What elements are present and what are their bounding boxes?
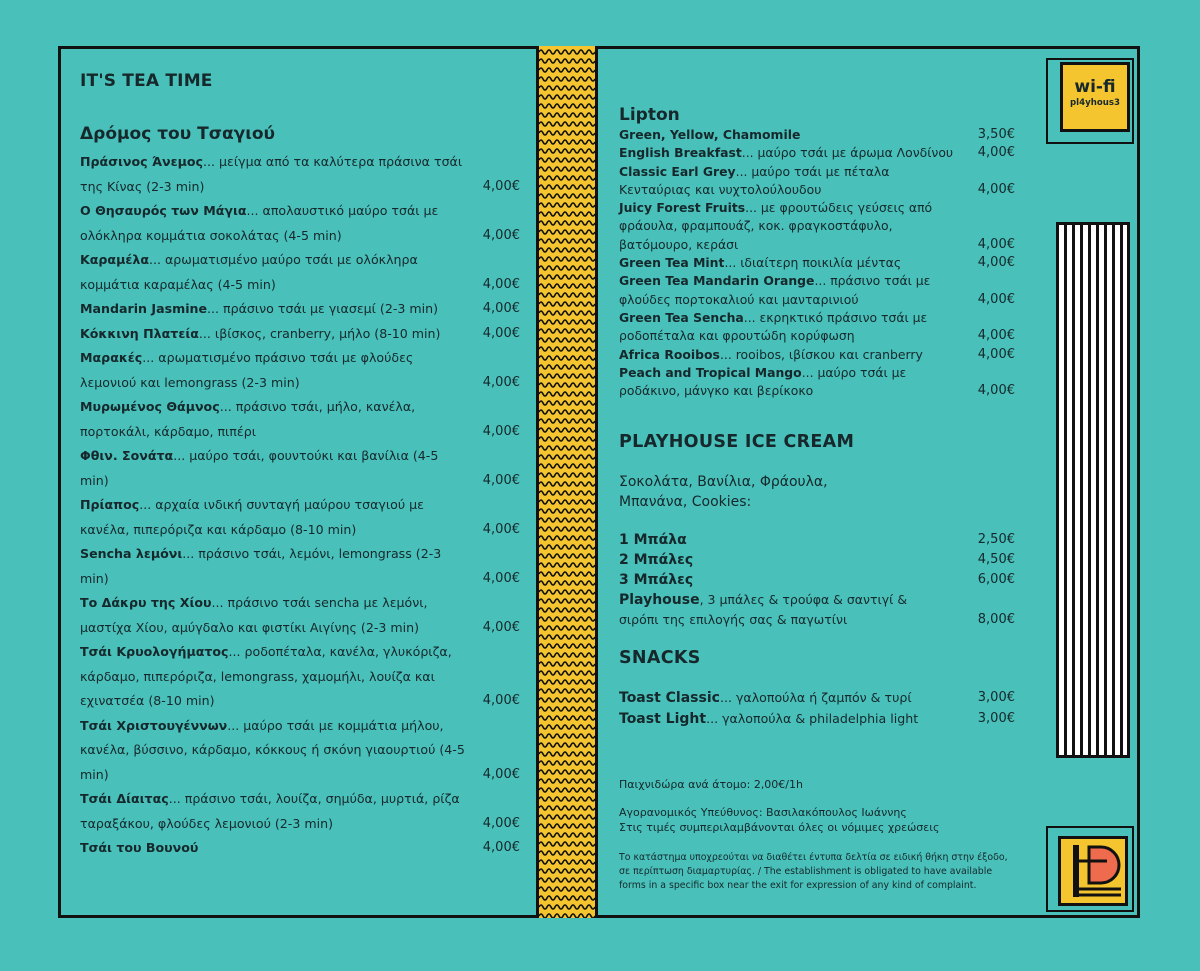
wave-line (539, 437, 595, 441)
tea-item-text (80, 395, 465, 444)
wave-line (539, 248, 595, 252)
wave-line (539, 203, 595, 207)
wave-line (539, 140, 595, 144)
snack-item (619, 709, 1019, 730)
tea-item-desc: ... πράσινο τσάι sencha με λεμόνι, μαστίχα Χίου, αμύγδαλο και φιστίκι Αιγίνης (2-3 min) (80, 595, 428, 635)
wave-line (539, 815, 595, 819)
section-title-tea-time: IT'S TEA TIME (80, 71, 213, 91)
wave-line (539, 779, 595, 783)
tea-item (80, 640, 520, 714)
wave-line (539, 869, 595, 873)
tea-item-name: Μαρακές (80, 350, 143, 365)
wave-line (539, 887, 595, 891)
wave-line (539, 491, 595, 495)
lipton-item-text (619, 346, 959, 364)
lipton-item (619, 144, 1019, 162)
ice-cream-item-desc: , 3 μπάλες & τρούφα & σαντιγί & σιρόπι της επιλογής σας & παγωτίνι (619, 592, 908, 628)
wave-line (539, 671, 595, 675)
tea-item-price: 4,00€ (482, 374, 520, 390)
wave-line (539, 455, 595, 459)
wifi-password: pl4yhous3 (1070, 98, 1120, 108)
lipton-item (619, 126, 1019, 144)
wave-line (539, 644, 595, 648)
complaint-note: Το κατάστημα υποχρεούται να διαθέτει έντυπα δελτία σε ειδική θήκη στην έξοδο, σε περίπτωση διαμαρτυρίας. / The establishment is obligated to have available forms in a specific box near the exit for expression of any kind of complaint. (619, 852, 1008, 891)
wave-line (539, 608, 595, 612)
tea-item-desc: ... ροδοπέταλα, κανέλα, γλυκόριζα, κάρδαμο, πιπερόριζα, lemongrass, χαμομήλι, λουίζα και εχινατσέα (8-10 min) (80, 644, 452, 708)
wave-line (539, 752, 595, 756)
tea-item-text (80, 591, 465, 640)
ice-cream-item-price: 4,50€ (977, 552, 1015, 568)
ice-cream-item-name: 2 Μπάλες (619, 552, 694, 569)
tea-item-desc: ... πράσινο τσάι, λουίζα, σημύδα, μυρτιά, ρίζα ταραξάκου, φλούδες λεμονιού (2-3 min) (80, 791, 460, 831)
lipton-item-desc: ... πράσινο τσάι με φλούδες πορτοκαλιού και μανταρινιού (619, 273, 931, 307)
lipton-item-name: Green Tea Mint (619, 255, 725, 271)
wave-line (539, 833, 595, 837)
lipton-item-text (619, 126, 959, 144)
wave-line (539, 113, 595, 117)
wave-line (539, 176, 595, 180)
wave-line (539, 230, 595, 234)
wave-line (539, 599, 595, 603)
lipton-item-name: Africa Rooibos (619, 346, 720, 362)
tea-item-text (80, 297, 465, 322)
tea-item-text (80, 714, 465, 788)
ice-cream-item-price: 6,00€ (977, 572, 1015, 588)
tea-time-section (80, 68, 520, 855)
tea-item-price: 4,00€ (482, 472, 520, 488)
wave-line (539, 878, 595, 882)
ice-cream-item (619, 550, 1019, 570)
wave-line (539, 842, 595, 846)
snack-item-name: Toast Classic (619, 690, 720, 707)
ice-cream-item-name: Playhouse (619, 592, 700, 609)
wave-line (539, 95, 595, 99)
wave-line (539, 797, 595, 801)
wave-line (539, 680, 595, 684)
wave-line (539, 86, 595, 90)
wave-line (539, 734, 595, 738)
taxes-note: Στις τιμές συμπεριλαμβάνονται όλες οι νόμιμες χρεώσεις (619, 821, 940, 835)
tea-item-price: 4,00€ (482, 325, 520, 341)
wave-line (539, 329, 595, 333)
tea-item-name: Mandarin Jasmine (80, 301, 208, 316)
ice-cream-item (619, 570, 1019, 590)
tea-item-name: Φθιν. Σονάτα (80, 448, 174, 463)
tea-item-desc: ... μείγμα από τα καλύτερα πράσινα τσάι της Κίνας (2-3 min) (80, 154, 463, 194)
snacks-title: SNACKS (619, 648, 701, 669)
wave-line (539, 545, 595, 549)
wave-line (539, 554, 595, 558)
tea-item (80, 444, 520, 493)
wave-line (539, 617, 595, 621)
tea-item-desc: ... μαύρο τσάι, φουντούκι και βανίλια (4-5 min) (80, 448, 439, 488)
tea-item-text (80, 787, 465, 836)
tea-item-name: Πρίαπος (80, 497, 140, 512)
wave-line (539, 122, 595, 126)
right-column (619, 104, 1019, 892)
wave-line (539, 770, 595, 774)
wave-line (539, 914, 595, 918)
tea-item-desc: ... απολαυστικό μαύρο τσάι με ολόκληρα κομμάτια σοκολάτας (4-5 min) (80, 203, 439, 243)
wave-line (539, 266, 595, 270)
lipton-item-price: 4,00€ (977, 145, 1015, 161)
lipton-item (619, 254, 1019, 272)
lipton-item-desc: ... εκρηκτικό πράσινο τσάι με ροδοπέταλα και φρουτώδη κορύφωση (619, 309, 928, 344)
wave-line (539, 383, 595, 387)
tea-item-price: 4,00€ (482, 619, 520, 635)
snack-item-desc: ... γαλοπούλα & philadelphia light (706, 710, 919, 726)
tea-item-desc: ... πράσινο τσάι με γιασεμί (2-3 min) (207, 301, 439, 316)
tea-item-desc: ... πράσινο τσάι, λεμόνι, lemongrass (2-3 min) (80, 546, 442, 586)
tea-item-name: Καραμέλα (80, 252, 149, 267)
wave-line (539, 221, 595, 225)
lipton-item-price: 4,00€ (977, 236, 1015, 252)
tea-item-text (80, 640, 465, 714)
wave-line (539, 464, 595, 468)
wave-line (539, 581, 595, 585)
wave-line (539, 635, 595, 639)
tea-item-text (80, 346, 465, 395)
wave-line (539, 320, 595, 324)
lipton-item-name: Green Tea Mandarin Orange (619, 273, 815, 289)
tea-item (80, 836, 520, 861)
tea-item-price: 4,00€ (482, 815, 520, 831)
wave-line (539, 707, 595, 711)
tea-item-price: 4,00€ (482, 570, 520, 586)
snack-item-text (619, 690, 912, 706)
tea-item (80, 150, 520, 199)
lipton-item-price: 4,00€ (977, 181, 1015, 197)
ice-cream-list (619, 530, 1019, 630)
ice-cream-item-name: 3 Μπάλες (619, 572, 694, 589)
wave-line (539, 419, 595, 423)
tea-item-price: 4,00€ (482, 301, 520, 316)
lipton-item-text (619, 254, 959, 272)
snack-item (619, 688, 1019, 709)
tea-item (80, 248, 520, 297)
ice-cream-title: PLAYHOUSE ICE CREAM (619, 432, 855, 453)
lipton-item (619, 309, 1019, 346)
tea-item-text (80, 150, 465, 199)
lipton-item-desc: ... ιδιαίτερη ποικιλία μέντας (724, 255, 902, 271)
lipton-item (619, 272, 1019, 309)
tea-item-name: Πράσινος Άνεμος (80, 154, 204, 169)
wave-line (539, 716, 595, 720)
ice-cream-item-text (619, 590, 939, 630)
wave-line (539, 590, 595, 594)
tea-item-text (80, 248, 465, 297)
tea-item-name: Τσάι Δίαιτας (80, 791, 169, 806)
lipton-item-desc: ... μαύρο τσάι με άρωμα Λονδίνου (741, 145, 954, 161)
wave-line (539, 743, 595, 747)
lipton-item-name: Juicy Forest Fruits (619, 200, 746, 216)
lipton-item-name: Classic Earl Grey (619, 163, 736, 179)
wave-line (539, 851, 595, 855)
market-inspector-note: Αγορανομικός Υπεύθυνος: Βασιλακόπουλος Ιωάννης (619, 806, 907, 820)
ice-cream-flavors: Σοκολάτα, Βανίλια, Φράουλα, Μπανάνα, Cookies: (619, 474, 828, 511)
tea-item (80, 714, 520, 788)
wave-line (539, 158, 595, 162)
wifi-badge (1060, 62, 1130, 132)
lipton-list (619, 126, 1019, 400)
wave-line (539, 275, 595, 279)
wave-line (539, 689, 595, 693)
lipton-item-price: 4,00€ (977, 346, 1015, 362)
tea-item-name: Τσάι Χριστουγέννων (80, 717, 228, 733)
wave-line (539, 662, 595, 666)
playhouse-logo-icon (1061, 839, 1125, 903)
tea-item-desc: ... αρχαία ινδική συνταγή μαύρου τσαγιού με κανέλα, πιπερόριζα και κάρδαμο (8-10 min) (80, 497, 424, 537)
wave-line (539, 401, 595, 405)
wave-line (539, 59, 595, 63)
wave-line (539, 896, 595, 900)
lipton-item-text (619, 364, 959, 401)
tea-item-name: Ο Θησαυρός των Μάγια (80, 203, 247, 218)
stripe-pattern (1056, 222, 1130, 758)
lipton-item-text (619, 309, 959, 346)
wave-line (539, 104, 595, 108)
wifi-label: wi-fi (1074, 77, 1116, 97)
wave-line (539, 239, 595, 243)
wave-line (539, 446, 595, 450)
tea-item-price: 4,00€ (482, 276, 520, 292)
ice-cream-item-text (619, 530, 939, 550)
lipton-item-desc: ... μαύρο τσάι με πέταλα Κενταύριας και νυχτολούλουδου (619, 163, 890, 197)
tea-item (80, 322, 520, 347)
lipton-item-text (619, 144, 959, 162)
playhouse-logo (1058, 836, 1128, 906)
wave-line (539, 482, 595, 486)
ice-cream-item-text (619, 550, 939, 570)
tea-item-text (80, 836, 465, 861)
lipton-item (619, 199, 1019, 254)
lipton-item-text (619, 163, 959, 200)
tea-item-price: 4,00€ (482, 840, 520, 855)
ice-cream-item-name: 1 Μπάλα (619, 532, 687, 549)
section-subtitle-tea-road: Δρόμος του Τσαγιού (80, 124, 275, 144)
lipton-item-price: 4,00€ (977, 255, 1015, 271)
wave-line (539, 392, 595, 396)
wave-line (539, 626, 595, 630)
tea-item-name: Μυρωμένος Θάμνος (80, 399, 220, 414)
wave-line (539, 347, 595, 351)
wave-line (539, 77, 595, 81)
tea-item-name: Το Δάκρυ της Χίου (80, 595, 212, 610)
lipton-item-desc: ... μαύρο τσάι με ροδάκινο, μάνγκο και βερίκοκο (619, 364, 907, 399)
wave-line (539, 374, 595, 378)
lipton-item (619, 364, 1019, 401)
lipton-item-desc: ... rooibos, ιβίσκου και cranberry (719, 346, 923, 362)
snack-item-desc: ... γαλοπούλα ή ζαμπόν & τυρί (719, 690, 912, 706)
tea-item-desc: ... πράσινο τσάι, μήλο, κανέλα, πορτοκάλι, κάρδαμο, πιπέρι (80, 399, 416, 439)
tea-item (80, 297, 520, 322)
tea-item-price: 4,00€ (482, 521, 520, 537)
tea-item-name: Κόκκινη Πλατεία (80, 325, 199, 341)
lipton-item-price: 4,00€ (977, 291, 1015, 307)
lipton-item (619, 163, 1019, 200)
wave-line (539, 653, 595, 657)
tea-item (80, 346, 520, 395)
tea-list (80, 150, 520, 861)
wave-line (539, 410, 595, 414)
wave-line (539, 68, 595, 72)
wave-line (539, 824, 595, 828)
tea-item-text (80, 493, 465, 542)
wave-line (539, 527, 595, 531)
tea-item-name: Sencha λεμόνι (80, 546, 183, 561)
ice-cream-item-text (619, 570, 939, 590)
ice-cream-item-price: 2,50€ (977, 532, 1015, 548)
tea-item-desc: ... αρωματισμένο μαύρο τσάι με ολόκληρα κομμάτια καραμέλας (4-5 min) (80, 252, 418, 292)
tea-item (80, 542, 520, 591)
tea-item-price: 4,00€ (482, 423, 520, 439)
lipton-item-desc: ... με φρουτώδεις γεύσεις από φράουλα, φραμπουάζ, κοκ. φραγκοστάφυλο, βατόμουρο, κεράσι (619, 200, 933, 252)
tea-item-name: Τσάι Κρυολογήματος (80, 644, 229, 659)
lipton-item-name: Peach and Tropical Mango (619, 364, 802, 380)
lipton-item-name: English Breakfast (619, 145, 742, 161)
tea-item (80, 787, 520, 836)
wave-line (539, 698, 595, 702)
wave-line (539, 194, 595, 198)
tea-item-text (80, 444, 465, 493)
wave-line (539, 806, 595, 810)
wave-line (539, 293, 595, 297)
wave-line (539, 725, 595, 729)
snack-item-price: 3,00€ (977, 690, 1015, 706)
wave-line (539, 257, 595, 261)
tea-item-desc: ... μαύρο τσάι με κομμάτια μήλου, κανέλα, βύσσινο, κάρδαμο, κόκκους ή σκόνη γιαουρτιού (4-5 min) (80, 717, 465, 782)
lipton-item-price: 3,50€ (977, 127, 1015, 142)
ice-cream-item (619, 590, 1019, 630)
snack-item-name: Toast Light (619, 710, 707, 727)
wave-line (539, 212, 595, 216)
wave-line (539, 500, 595, 504)
tea-item-price: 4,00€ (482, 766, 520, 782)
snacks-list (619, 688, 1019, 729)
wave-line (539, 149, 595, 153)
wave-line (539, 563, 595, 567)
wave-line (539, 284, 595, 288)
wave-line (539, 518, 595, 522)
tea-item-price: 4,00€ (482, 227, 520, 243)
tea-item (80, 199, 520, 248)
ice-cream-item-price: 8,00€ (977, 612, 1015, 628)
wave-line (539, 302, 595, 306)
ice-cream-item (619, 530, 1019, 550)
tea-item (80, 493, 520, 542)
snack-item-text (619, 711, 918, 727)
tea-item-price: 4,00€ (482, 178, 520, 194)
tea-item-price: 4,00€ (482, 693, 520, 708)
lipton-item-name: Green, Yellow, Chamomile (619, 127, 801, 142)
wave-line (539, 788, 595, 792)
wavy-divider (536, 46, 598, 918)
tea-item (80, 591, 520, 640)
tea-item-text (80, 322, 465, 347)
wave-line (539, 356, 595, 360)
wave-line (539, 311, 595, 315)
tea-item-text (80, 199, 465, 248)
lipton-item-price: 4,00€ (977, 383, 1015, 399)
wave-line (539, 536, 595, 540)
playroom-note: Παιχνιδώρα ανά άτομο: 2,00€/1h (619, 778, 803, 792)
tea-item-text (80, 542, 465, 591)
wave-line (539, 365, 595, 369)
lipton-item-price: 4,00€ (977, 328, 1015, 344)
wave-line (539, 905, 595, 909)
wave-line (539, 50, 595, 54)
wave-line (539, 860, 595, 864)
wave-line (539, 338, 595, 342)
tea-item (80, 395, 520, 444)
wave-line (539, 167, 595, 171)
wave-line (539, 185, 595, 189)
tea-item-desc: ... ιβίσκος, cranberry, μήλο (8-10 min) (198, 325, 441, 341)
lipton-item-text (619, 199, 959, 254)
wave-line (539, 509, 595, 513)
wave-line (539, 473, 595, 477)
tea-item-desc: ... αρωματισμένο πράσινο τσάι με φλούδες λεμονιού και lemongrass (2-3 min) (80, 350, 414, 390)
lipton-title: Lipton (619, 105, 680, 125)
snack-item-price: 3,00€ (977, 710, 1015, 726)
wave-line (539, 572, 595, 576)
lipton-item-text (619, 272, 959, 309)
lipton-item (619, 346, 1019, 364)
wave-line (539, 761, 595, 765)
wave-line (539, 131, 595, 135)
lipton-item-name: Green Tea Sencha (619, 309, 744, 325)
wave-line (539, 428, 595, 432)
tea-item-name: Τσάι του Βουνού (80, 840, 199, 855)
